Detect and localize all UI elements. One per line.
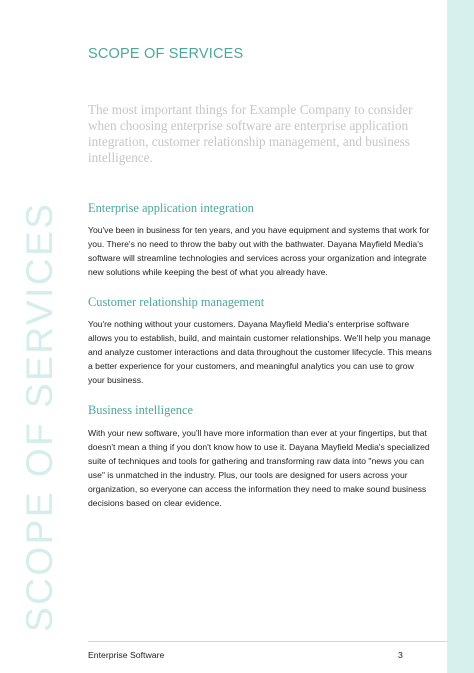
intro-paragraph: The most important things for Example Company to consider when choosing enterprise software are enterprise application integration, customer relationship management, and business intelligence. — [88, 102, 413, 165]
decorative-side-band — [447, 0, 474, 673]
section-body-integration: You've been in business for ten years, and you have equipment and systems that work for you. There's no need to throw the baby out with the bathwater. Dayana Mayfield Media's software will streamline technologies and services across your organization and integrate new solutions while keeping the best of what you already have. — [88, 225, 430, 277]
footer-label: Enterprise Software — [88, 650, 165, 660]
section-body-crm: You're nothing without your customers. Dayana Mayfield Media's enterprise software allows you to establish, build, and maintain customer relationships. We'll help you manage and analyze customer interactions and data throughout the customer lifecycle. This means a better experience for your customers, and meaningful analytics you can use to grow your business. — [88, 319, 432, 385]
page-number: 3 — [398, 650, 403, 660]
section-title-business-intelligence: Business intelligence — [88, 403, 193, 417]
footer-divider — [88, 641, 447, 642]
section-title-integration: Enterprise application integration — [88, 201, 254, 215]
page-heading: SCOPE OF SERVICES — [88, 46, 244, 62]
vertical-side-title: SCOPE OF SERVICES — [19, 201, 60, 632]
section-body-business-intelligence: With your new software, you'll have more information than ever at your fingertips, but that doesn't mean a thing if you don't know how to use it. Dayana Mayfield Media's specialized suite of techniques and tools for gathering and transforming raw data into "news you can use" is unmatched in the industry. Plus, our tools are designed for users across your organization, so everyone can access the information they need to make sound business decisions based on clear evidence. — [88, 428, 430, 508]
section-title-crm: Customer relationship management — [88, 295, 265, 309]
